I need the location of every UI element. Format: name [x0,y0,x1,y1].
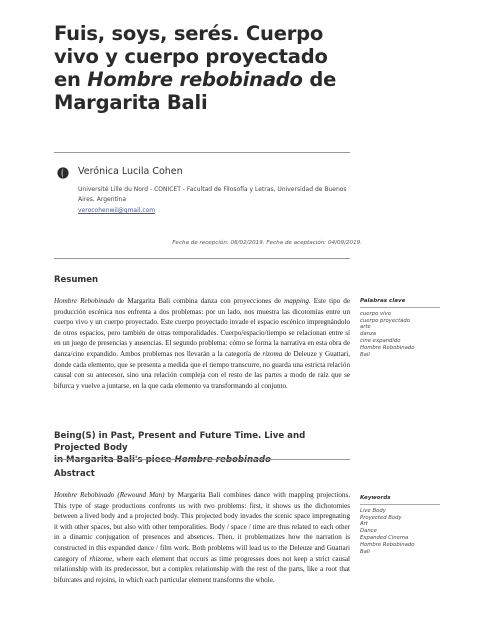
abstract-text-2: , where each element that occurs as time progresses does not keep a strict causal relationship with its predecessor, but a complex relationship with the rest of the parts, like a root that bifurcates and rejoins, in which each particular element transforms the whole. [54,554,350,584]
title-line-2: vivo y cuerpo proyectado [54,45,328,68]
resumen-body [54,296,350,391]
resumen-text-1: de Margarita Bali combina danza con proyecciones de [114,297,285,305]
english-title [54,430,354,466]
abstract-work-title: Hombre Rebobinado (Rewound Man) [54,491,165,499]
resumen-heading: Resumen [54,275,99,285]
keyword-item: Expanded Cinema [360,534,409,541]
english-title-line-2-pre: in Margarita Bali's piece [54,455,175,465]
palabra-clave-item: cuerpo proyectado [360,317,411,324]
title-line-3-pre: en [54,68,88,91]
english-title-line-1: Being(S) in Past, Present and Future Time. Live and Projected Body [54,431,306,453]
keyword-item: Bali [360,548,370,555]
keyword-item: Proyected Body [360,514,402,521]
author-name: Verónica Lucila Cohen [78,166,183,177]
resumen-text-2: . Este tipo de producción escénica nos enfrenta a dos problemas: por un lado, nos muestra las dicotomías entre un cuerpo vivo y un cuerpo proyectado. Este cuerpo proyectado invade el espacio escénico impregnándolo de otros espacios, pero también de otras temporalidades. Cuerpo/espacio/tiempo se relacionan entre sí en un juego de presencias y ausencias. El segundo problema: cómo se forma la narrativa en esta obra de danza/cine expandido. Ambos problemas nos llevarán a la categoría de [54,297,350,358]
abstract-rhizome-term: rhizome [89,554,113,563]
title-work-name: Hombre rebobinado [87,68,303,91]
orcid-icon[interactable] [57,166,69,180]
submission-dates: Fecha de recepción: 06/02/2019. Fecha de aceptación: 04/09/2019. [172,240,362,246]
article-title [54,22,354,114]
english-title-work-name: Hombre rebobinado [174,455,271,465]
author-email-link[interactable]: verocohenwil@gmail.com [78,207,156,214]
abstract-text-1: by Margarita Bali combines dance with mapping projections. This type of stage productions confronts us with two problems: first, it shows us the dichotomies between a lived body and a projected body. This projected body invades the scenic space impregnating it with other spaces, but also with other temporalities. Body / space / time are thus related to each other in a dinamic conjugation of presences and absences. Then, it problematizes how the narration is constructed in this expanded dance / film work. Both problems will lead us to the Deleuze and Guattari category of [54,491,350,563]
palabra-clave-item: arte [360,324,371,331]
header-divider [54,258,350,259]
palabras-clave-box [360,298,440,358]
keyword-item: Dance [360,528,377,535]
resumen-mapping-term: mapping [284,297,309,305]
abstract-body [54,490,350,585]
resumen-work-title: Hombre Rebobinado [54,297,115,305]
palabra-clave-item: cine expandido [360,337,401,344]
resumen-text-3: de Deleuze y Guattari, donde cada elemento, que se presenta a medida que el tiempo transcurre, no guarda una estricta relación causal con su antecesor, sino una relación compleja con el resto de las partes a modo de raíz que se bifurca y vuelve a juntarse, en la que cada elemento va transformando al conjunto. [54,349,350,390]
title-line-3 [54,68,354,91]
affiliation-line-2: Aires, Argentina [78,196,127,203]
english-title-line-2 [54,454,354,466]
title-divider [54,152,350,153]
abstract-divider [54,459,350,460]
title-line-4: Margarita Bali [54,91,208,114]
affiliation-line-1: Université Lille du Nord - CONICET - Facultad de Filosofía y Letras, Universidad de Buenos [78,186,347,193]
keywords-heading: Keywords [360,495,440,505]
palabra-clave-item: danza [360,331,376,338]
title-line-1: Fuis, soys, serés. Cuerpo [54,22,324,45]
palabra-clave-item: Hombre Rebobinado [360,344,415,351]
keywords-box [360,495,440,555]
resumen-rizoma-term: rizoma [262,349,283,358]
title-line-3-post: de [302,68,337,91]
palabra-clave-item: Bali [360,351,370,358]
keyword-item: Hombre Rebobinado [360,541,415,548]
palabra-clave-item: cuerpo vivo [360,310,391,317]
author-affiliation [78,185,378,205]
keyword-item: Art [360,521,368,528]
keyword-item: Live Body [360,507,386,514]
abstract-heading: Abstract [54,469,95,479]
palabras-clave-heading: Palabras clave [360,298,440,308]
